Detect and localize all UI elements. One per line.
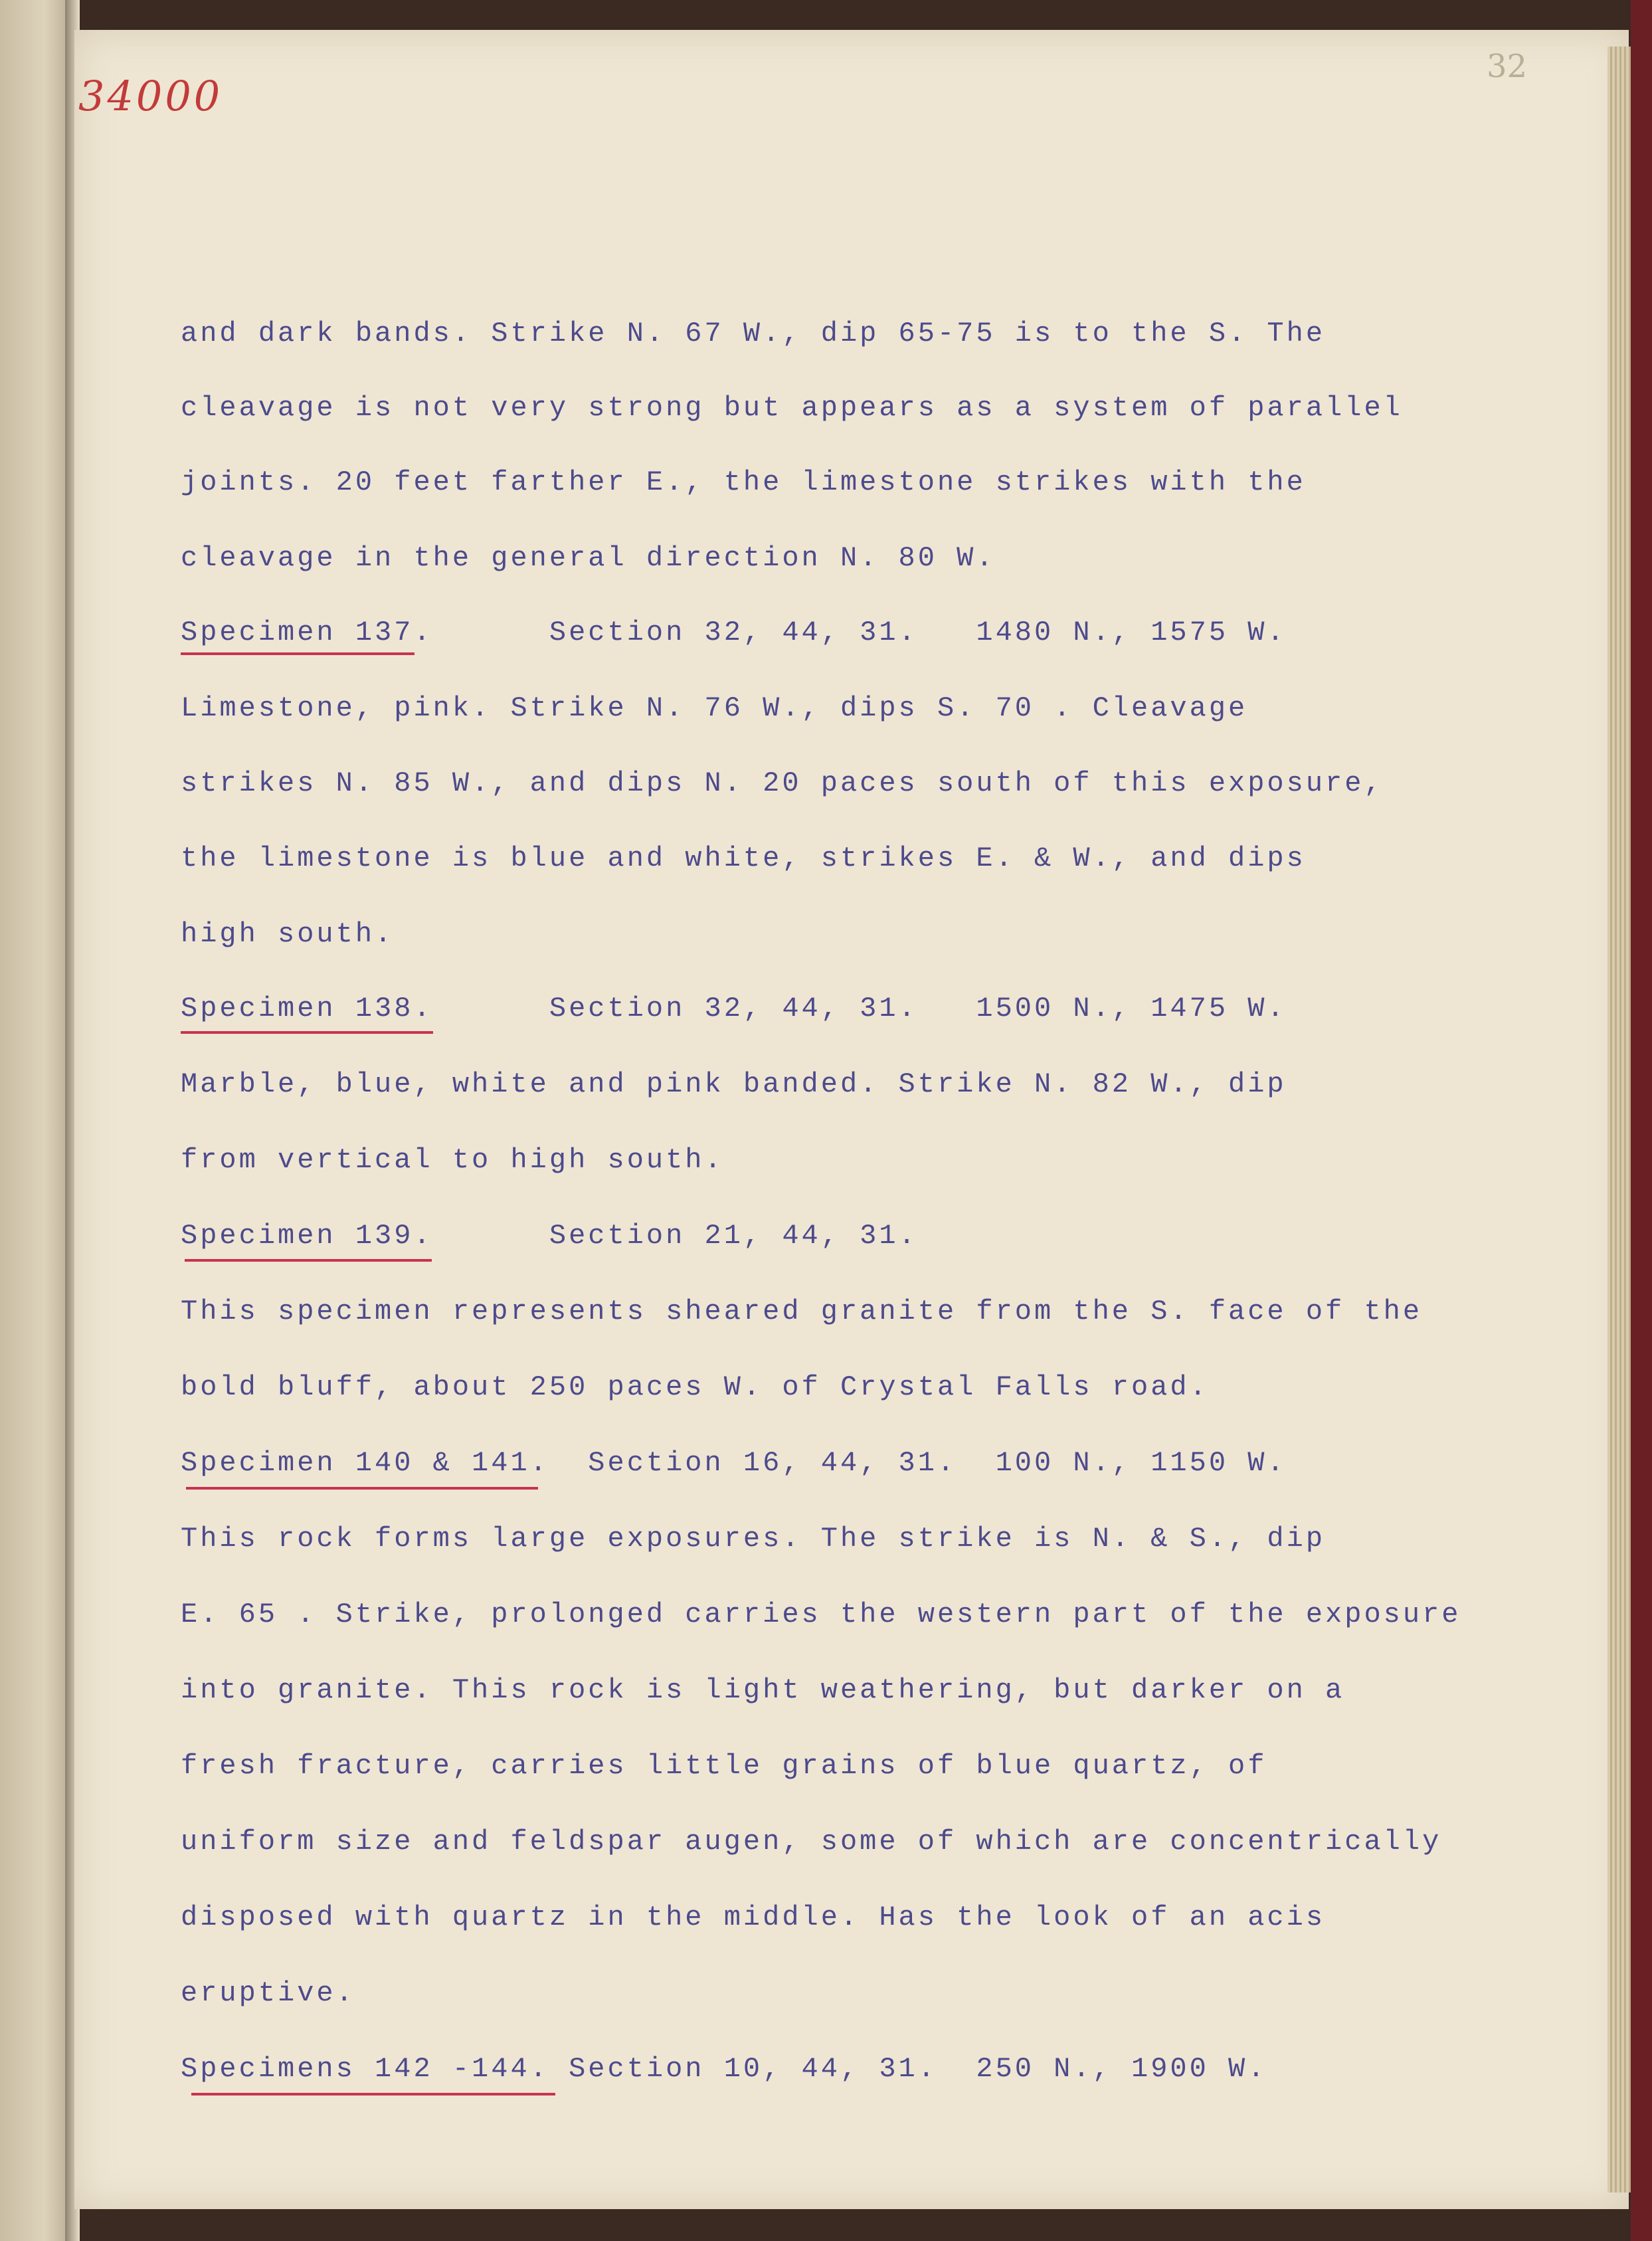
text-line: bold bluff, about 250 paces W. of Crystal Falls road. — [181, 1371, 1209, 1403]
text-line: from vertical to high south. — [181, 1144, 724, 1176]
specimen-underline — [186, 1487, 538, 1490]
text-line: and dark bands. Strike N. 67 W., dip 65-75 is to the S. The — [181, 318, 1326, 349]
text-line: fresh fracture, carries little grains of blue quartz, of — [181, 1750, 1267, 1782]
text-line: the limestone is blue and white, strikes E. & W., and dips — [181, 842, 1306, 874]
specimen-heading: Specimen 138. Section 32, 44, 31. 1500 N., 1475 W. — [181, 993, 1287, 1024]
text-line: eruptive. — [181, 1977, 355, 2009]
text-line: into granite. This rock is light weathering, but darker on a — [181, 1674, 1345, 1706]
page-number: 32 — [1487, 48, 1528, 85]
text-line: cleavage is not very strong but appears as a system of parallel — [181, 392, 1403, 424]
handwritten-corner-number: 34000 — [78, 72, 223, 120]
specimen-underline — [181, 652, 414, 655]
book-binding — [1631, 0, 1652, 2241]
text-line: cleavage in the general direction N. 80 W. — [181, 542, 996, 574]
text-line: This specimen represents sheared granite from the S. face of the — [181, 1296, 1423, 1327]
text-line: This rock forms large exposures. The strike is N. & S., dip — [181, 1523, 1326, 1555]
specimen-underline — [181, 1031, 433, 1034]
specimen-underline — [191, 2093, 555, 2095]
specimen-heading: Specimen 137. Section 32, 44, 31. 1480 N., 1575 W. — [181, 617, 1287, 648]
text-line: E. 65 . Strike, prolonged carries the western part of the exposure — [181, 1599, 1461, 1630]
book-left-page-edge — [0, 0, 74, 2241]
text-line: Marble, blue, white and pink banded. Strike N. 82 W., dip — [181, 1068, 1287, 1100]
specimen-heading: Specimens 142 -144. Section 10, 44, 31. 250 N., 1900 W. — [181, 2053, 1267, 2085]
text-line: Limestone, pink. Strike N. 76 W., dips S. 70 . Cleavage — [181, 692, 1248, 724]
text-line: strikes N. 85 W., and dips N. 20 paces south of this exposure, — [181, 767, 1384, 799]
notebook-page — [74, 30, 1629, 2209]
text-line: joints. 20 feet farther E., the limestone strikes with the — [181, 466, 1306, 498]
specimen-heading: Specimen 139. Section 21, 44, 31. — [181, 1220, 918, 1252]
text-line: disposed with quartz in the middle. Has the look of an acis — [181, 1901, 1326, 1933]
specimen-underline — [185, 1259, 432, 1262]
text-line: uniform size and feldspar augen, some of which are concentrically — [181, 1826, 1442, 1858]
specimen-heading: Specimen 140 & 141. Section 16, 44, 31. 100 N., 1150 W. — [181, 1447, 1287, 1479]
text-line: high south. — [181, 918, 395, 950]
